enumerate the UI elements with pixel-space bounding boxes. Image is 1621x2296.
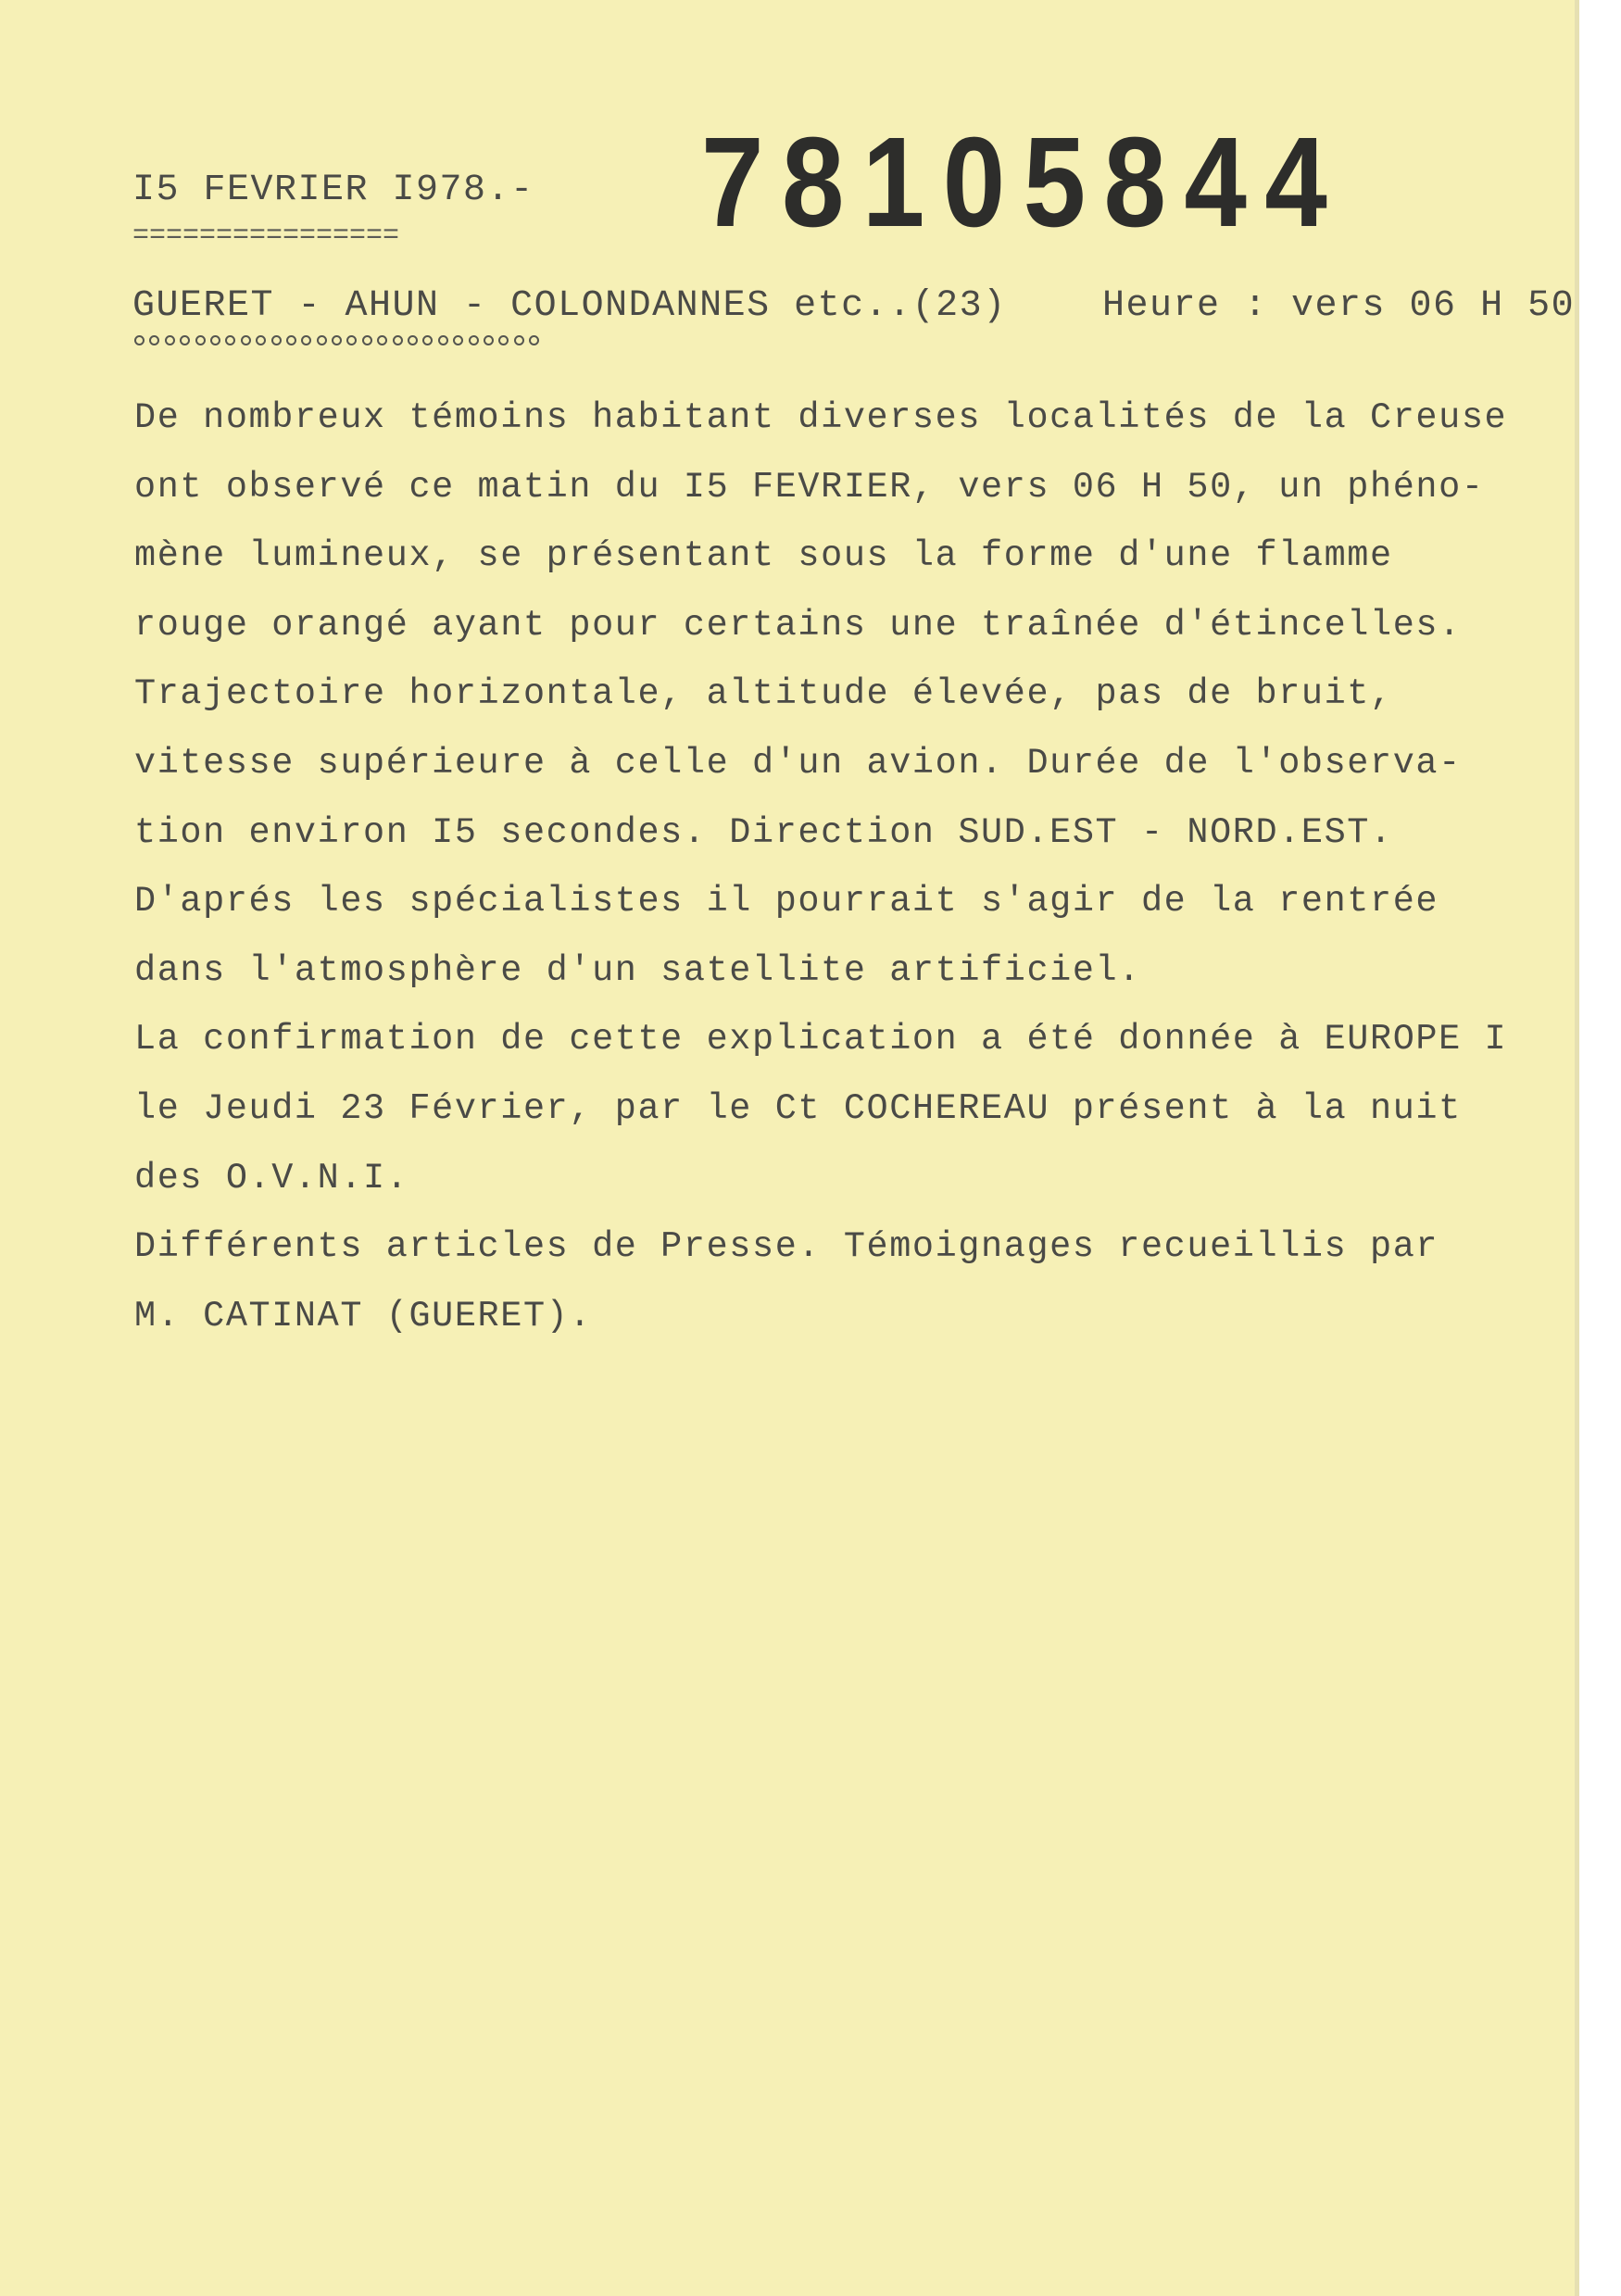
locations-line: GUERET - AHUN - COLONDANNES etc..(23) xyxy=(132,285,1007,327)
separator-circle xyxy=(134,335,145,345)
separator-circle xyxy=(393,335,403,345)
separator-circle xyxy=(180,335,190,345)
body-line: des O.V.N.I. xyxy=(134,1160,409,1198)
body-line: mène lumineux, se présentant sous la forme d'une flamme xyxy=(134,538,1393,577)
separator-circle xyxy=(225,335,235,345)
stamp-number: 78105844 xyxy=(701,111,1346,254)
body-line: M. CATINAT (GUERET). xyxy=(134,1298,593,1336)
scan-margin xyxy=(1579,0,1621,2296)
separator-circle xyxy=(362,335,372,345)
body-line: tion environ I5 secondes. Direction SUD.EST - NORD.EST. xyxy=(134,814,1393,853)
separator-circle xyxy=(149,335,159,345)
circle-separator xyxy=(134,335,539,345)
separator-circle xyxy=(408,335,418,345)
body-line: D'aprés les spécialistes il pourrait s'agir de la rentrée xyxy=(134,884,1439,922)
separator-circle xyxy=(529,335,539,345)
body-line: dans l'atmosphère d'un satellite artificiel. xyxy=(134,952,1141,991)
separator-circle xyxy=(317,335,327,345)
separator-circle xyxy=(438,335,448,345)
date-underline: ================ xyxy=(132,220,400,252)
separator-circle xyxy=(301,335,311,345)
separator-circle xyxy=(286,335,296,345)
body-line: vitesse supérieure à celle d'un avion. Durée de l'observa- xyxy=(134,745,1462,784)
body-line: le Jeudi 23 Février, par le Ct COCHEREAU présent à la nuit xyxy=(134,1090,1462,1129)
body-line: De nombreux témoins habitant diverses localités de la Creuse xyxy=(134,400,1508,438)
separator-circle xyxy=(377,335,387,345)
date-heading: I5 FEVRIER I978.- xyxy=(132,169,534,211)
separator-circle xyxy=(514,335,524,345)
separator-circle xyxy=(271,335,282,345)
separator-circle xyxy=(241,335,251,345)
body-line: rouge orangé ayant pour certains une traînée d'étincelles. xyxy=(134,607,1462,646)
body-line: Différents articles de Presse. Témoignages recueillis par xyxy=(134,1229,1439,1268)
separator-circle xyxy=(195,335,206,345)
separator-circle xyxy=(422,335,433,345)
body-line: ont observé ce matin du I5 FEVRIER, vers 06 H 50, un phéno- xyxy=(134,469,1485,508)
separator-circle xyxy=(256,335,266,345)
separator-circle xyxy=(210,335,220,345)
separator-circle xyxy=(498,335,509,345)
body-line: La confirmation de cette explication a été donnée à EUROPE I xyxy=(134,1022,1508,1060)
separator-circle xyxy=(165,335,175,345)
separator-circle xyxy=(469,335,479,345)
separator-circle xyxy=(346,335,357,345)
separator-circle xyxy=(453,335,463,345)
separator-circle xyxy=(484,335,494,345)
separator-circle xyxy=(332,335,342,345)
body-line: Trajectoire horizontale, altitude élevée, pas de bruit, xyxy=(134,676,1393,715)
hour-line: Heure : vers 06 H 50 xyxy=(1102,285,1576,327)
report-body xyxy=(134,400,1507,1367)
